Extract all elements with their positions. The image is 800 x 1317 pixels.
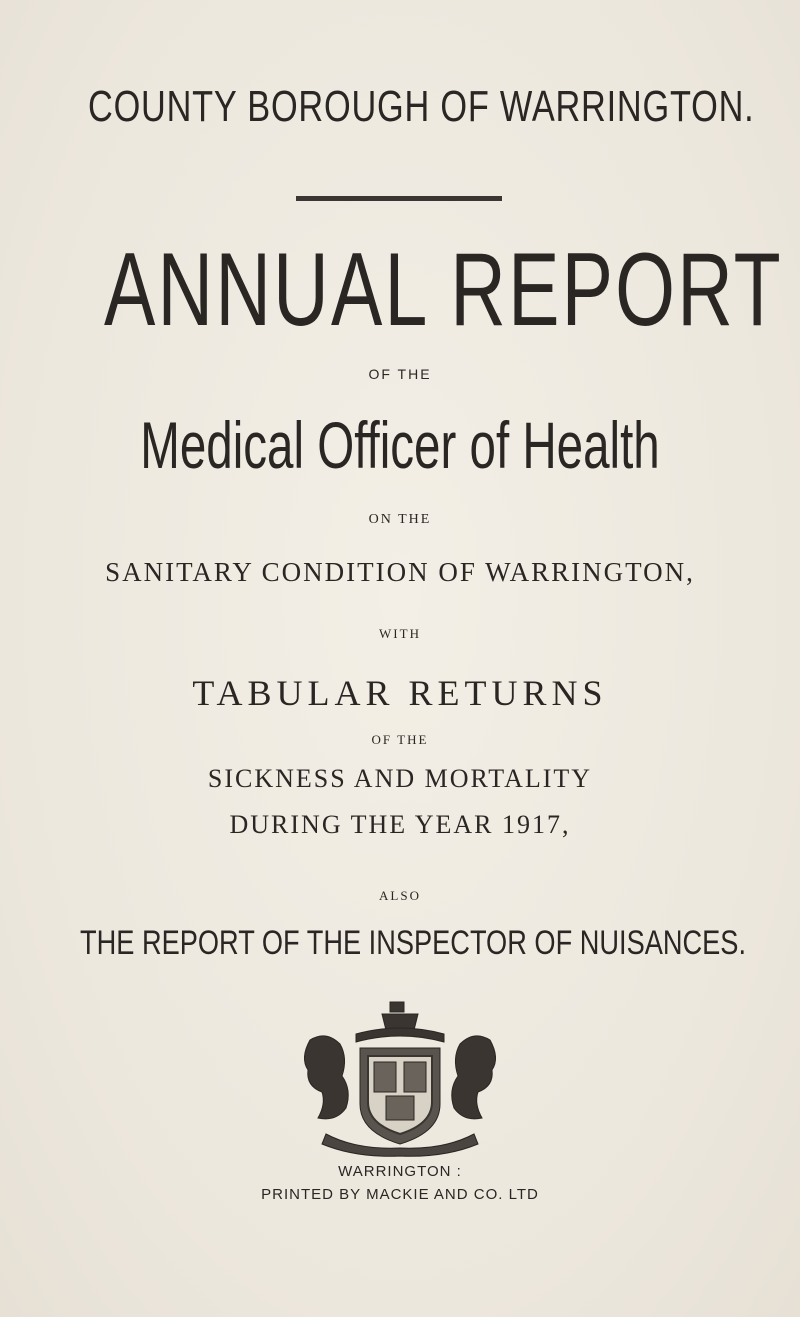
subject-line: SANITARY CONDITION OF WARRINGTON, xyxy=(105,557,695,587)
on-the-connector: ON THE xyxy=(368,512,432,527)
inspector-line: THE REPORT OF THE INSPECTOR OF NUISANCES. xyxy=(80,924,747,962)
coat-of-arms-icon xyxy=(296,1000,504,1158)
main-title: ANNUAL REPORT xyxy=(104,232,783,348)
year-line: DURING THE YEAR 1917, xyxy=(229,810,571,839)
imprint-place: WARRINGTON : xyxy=(338,1163,462,1180)
with-connector: WITH xyxy=(379,626,421,641)
authority-heading: COUNTY BOROUGH OF WARRINGTON. xyxy=(88,82,755,131)
of-the-connector: OF THE xyxy=(368,366,432,382)
of-the-connector-2: OF THE xyxy=(371,732,429,747)
officer-title: Medical Officer of Health xyxy=(140,408,660,482)
imprint-printer: PRINTED BY MACKIE AND CO. LTD xyxy=(261,1186,539,1203)
divider-rule xyxy=(296,196,502,201)
also-connector: ALSO xyxy=(379,888,421,903)
sickness-line: SICKNESS AND MORTALITY xyxy=(207,764,593,793)
tabular-returns-heading: TABULAR RETURNS xyxy=(192,673,608,713)
